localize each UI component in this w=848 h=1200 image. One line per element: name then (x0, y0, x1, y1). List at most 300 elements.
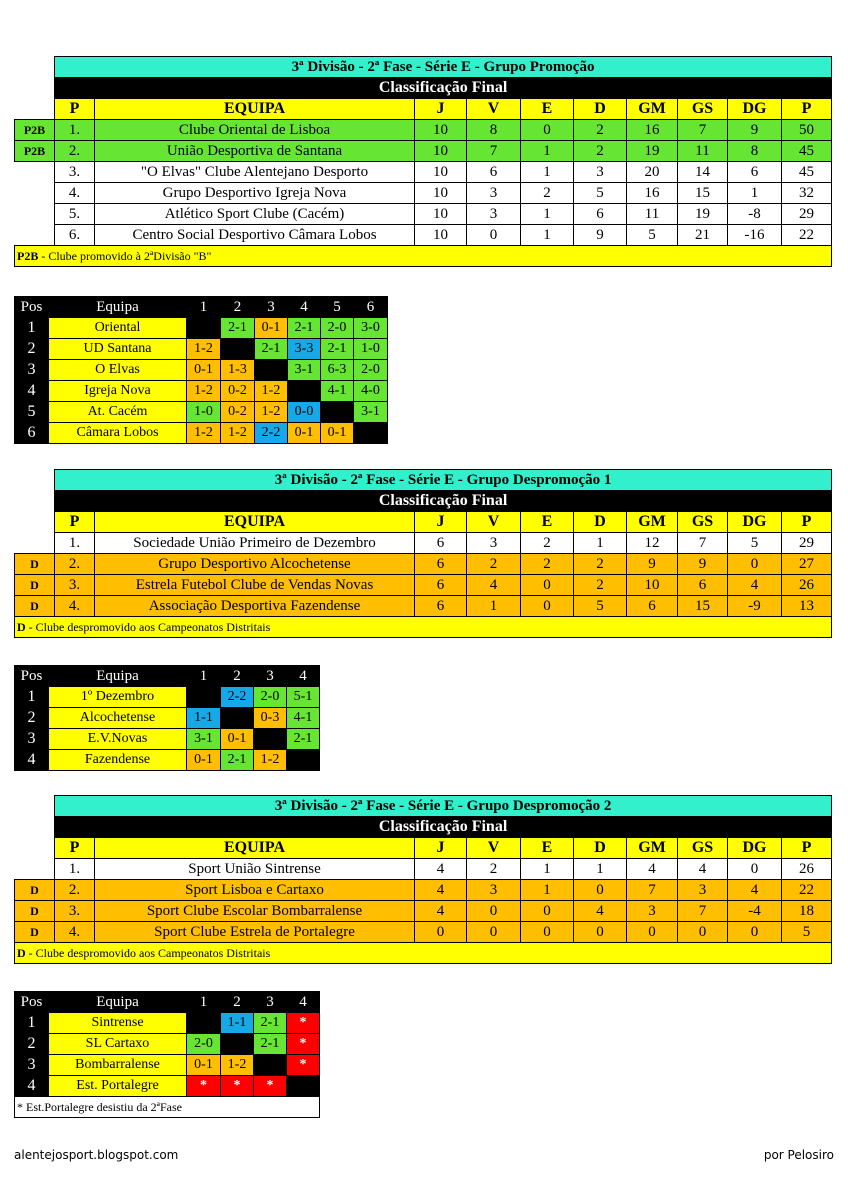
points: 27 (782, 554, 832, 575)
result-cell: 4-1 (321, 381, 354, 402)
points: 18 (782, 901, 832, 922)
result-cell (321, 402, 354, 423)
goals-against: 21 (678, 225, 728, 246)
wins: 6 (467, 162, 521, 183)
col-header-pos: Pos (15, 992, 49, 1013)
result-cell: 1-2 (187, 423, 221, 444)
games: 6 (415, 554, 467, 575)
result-cell: 2-0 (354, 360, 388, 381)
table-subtitle: Classificação Final (55, 78, 832, 99)
table-row (15, 225, 832, 246)
losses: 0 (574, 922, 627, 943)
col-header-pts: P (782, 99, 832, 120)
matrix-pos: 1 (15, 687, 49, 708)
matrix-team: Bombarralense (49, 1055, 187, 1076)
result-cell: 2-1 (287, 729, 320, 750)
team-name: Sport Lisboa e Cartaxo (95, 880, 415, 901)
result-cell: * (254, 1076, 287, 1097)
status-tag: D (15, 880, 55, 901)
matrix-row (15, 402, 388, 423)
result-cell (187, 687, 221, 708)
goals-for: 9 (627, 554, 678, 575)
col-header-equipa: EQUIPA (95, 99, 415, 120)
matrix-pos: 4 (15, 381, 49, 402)
status-tag: D (15, 922, 55, 943)
table-subtitle: Classificação Final (55, 491, 832, 512)
col-header-equipa: EQUIPA (95, 512, 415, 533)
goal-diff: -16 (728, 225, 782, 246)
result-cell: 1-2 (255, 402, 288, 423)
games: 10 (415, 183, 467, 204)
goal-diff: 1 (728, 183, 782, 204)
result-cell: 1-2 (187, 381, 221, 402)
col-number: 2 (221, 297, 255, 318)
goals-against: 7 (678, 120, 728, 141)
legend-note (15, 943, 832, 964)
col-header-dg: DG (728, 838, 782, 859)
draws: 2 (521, 554, 574, 575)
matrix-pos: 6 (15, 423, 49, 444)
matrix-row (15, 318, 388, 339)
col-header-d: D (574, 512, 627, 533)
status-tag: P2B (15, 120, 55, 141)
position: 2. (55, 141, 95, 162)
matrix-team: Fazendense (49, 750, 187, 771)
goals-against: 19 (678, 204, 728, 225)
team-name: Sociedade União Primeiro de Dezembro (95, 533, 415, 554)
wins: 3 (467, 204, 521, 225)
table-row (15, 533, 832, 554)
goals-for: 7 (627, 880, 678, 901)
matrix-team: Igreja Nova (49, 381, 187, 402)
table-title: 3ª Divisão - 2ª Fase - Série E - Grupo Despromoção 2 (55, 796, 832, 817)
standings-table-promocao (14, 56, 832, 267)
results-matrix-promocao (14, 296, 388, 444)
draws: 0 (521, 901, 574, 922)
goals-for: 4 (627, 859, 678, 880)
result-cell: 1-2 (254, 750, 287, 771)
result-cell: 0-2 (221, 402, 255, 423)
col-header-e: E (521, 99, 574, 120)
result-cell: 1-2 (221, 1055, 254, 1076)
team-name: "O Elvas" Clube Alentejano Desporto (95, 162, 415, 183)
goals-for: 20 (627, 162, 678, 183)
table-row (15, 922, 832, 943)
matrix-pos: 3 (15, 729, 49, 750)
col-header-gm: GM (627, 99, 678, 120)
matrix-team: E.V.Novas (49, 729, 187, 750)
matrix-row (15, 708, 320, 729)
result-cell: 0-2 (221, 381, 255, 402)
standings-table-despromocao-1 (14, 469, 832, 638)
position: 4. (55, 922, 95, 943)
result-cell: 3-3 (288, 339, 321, 360)
matrix-pos: 1 (15, 318, 49, 339)
result-cell: 1-2 (221, 423, 255, 444)
goals-against: 7 (678, 533, 728, 554)
result-cell: 2-2 (221, 687, 254, 708)
goal-diff: 9 (728, 120, 782, 141)
result-cell: 3-1 (288, 360, 321, 381)
result-cell: 0-1 (288, 423, 321, 444)
wins: 0 (467, 922, 521, 943)
position: 3. (55, 162, 95, 183)
table-subtitle: Classificação Final (55, 817, 832, 838)
table-row (15, 183, 832, 204)
games: 10 (415, 162, 467, 183)
col-number: 2 (221, 992, 254, 1013)
matrix-team: Oriental (49, 318, 187, 339)
col-number: 3 (255, 297, 288, 318)
result-cell: 0-3 (254, 708, 287, 729)
col-header-pos: Pos (15, 297, 49, 318)
col-header-pts: P (782, 838, 832, 859)
matrix-team: SL Cartaxo (49, 1034, 187, 1055)
result-cell: 4-0 (354, 381, 388, 402)
col-number: 4 (287, 666, 320, 687)
table-row (15, 554, 832, 575)
goals-for: 12 (627, 533, 678, 554)
result-cell: 3-0 (354, 318, 388, 339)
result-cell: * (287, 1034, 320, 1055)
matrix-pos: 5 (15, 402, 49, 423)
table-row (15, 141, 832, 162)
losses: 9 (574, 225, 627, 246)
games: 4 (415, 880, 467, 901)
matrix-row (15, 1076, 320, 1097)
footer-site-link[interactable]: alentejosport.blogspot.com (14, 1148, 179, 1162)
wins: 2 (467, 859, 521, 880)
col-number: 6 (354, 297, 388, 318)
losses: 6 (574, 204, 627, 225)
goal-diff: 4 (728, 575, 782, 596)
result-cell (287, 1076, 320, 1097)
points: 45 (782, 162, 832, 183)
matrix-team: At. Cacém (49, 402, 187, 423)
col-header-d: D (574, 838, 627, 859)
col-number: 3 (254, 666, 287, 687)
status-tag: D (15, 596, 55, 617)
goal-diff: 8 (728, 141, 782, 162)
result-cell (287, 750, 320, 771)
matrix-row (15, 687, 320, 708)
goals-against: 14 (678, 162, 728, 183)
draws: 0 (521, 120, 574, 141)
team-name: Sport Clube Escolar Bombarralense (95, 901, 415, 922)
col-header-p: P (55, 99, 95, 120)
goal-diff: 5 (728, 533, 782, 554)
draws: 2 (521, 183, 574, 204)
team-name: Grupo Desportivo Igreja Nova (95, 183, 415, 204)
matrix-pos: 2 (15, 339, 49, 360)
position: 3. (55, 575, 95, 596)
legend-text: - Clube despromovido aos Campeonatos Distritais (25, 945, 271, 960)
result-cell (221, 708, 254, 729)
matrix-row (15, 423, 388, 444)
wins: 3 (467, 533, 521, 554)
games: 10 (415, 120, 467, 141)
goals-for: 11 (627, 204, 678, 225)
goal-diff: 0 (728, 922, 782, 943)
wins: 4 (467, 575, 521, 596)
draws: 1 (521, 859, 574, 880)
table-row (15, 162, 832, 183)
goals-for: 16 (627, 120, 678, 141)
col-header-d: D (574, 99, 627, 120)
result-cell: 2-1 (254, 1013, 287, 1034)
losses: 2 (574, 120, 627, 141)
draws: 1 (521, 141, 574, 162)
col-number: 1 (187, 992, 221, 1013)
matrix-team: Sintrense (49, 1013, 187, 1034)
losses: 0 (574, 880, 627, 901)
matrix-pos: 2 (15, 1034, 49, 1055)
points: 29 (782, 533, 832, 554)
col-header-v: V (467, 838, 521, 859)
result-cell: * (187, 1076, 221, 1097)
table-row (15, 901, 832, 922)
col-header-gs: GS (678, 99, 728, 120)
team-name: Grupo Desportivo Alcochetense (95, 554, 415, 575)
col-header-j: J (415, 99, 467, 120)
status-tag: P2B (15, 141, 55, 162)
result-cell: 1-2 (255, 381, 288, 402)
result-cell: 0-0 (288, 402, 321, 423)
result-cell: 0-1 (187, 360, 221, 381)
matrix-row (15, 1055, 320, 1076)
goals-against: 0 (678, 922, 728, 943)
goals-for: 6 (627, 596, 678, 617)
result-cell: 6-3 (321, 360, 354, 381)
legend-tag: D (17, 619, 26, 634)
points: 22 (782, 225, 832, 246)
wins: 7 (467, 141, 521, 162)
draws: 0 (521, 922, 574, 943)
losses: 3 (574, 162, 627, 183)
position: 1. (55, 120, 95, 141)
result-cell: 2-0 (321, 318, 354, 339)
result-cell: 2-1 (321, 339, 354, 360)
matrix-row (15, 360, 388, 381)
table-row (15, 575, 832, 596)
col-header-j: J (415, 838, 467, 859)
games: 10 (415, 204, 467, 225)
status-tag (15, 225, 55, 246)
position: 4. (55, 183, 95, 204)
col-header-pts: P (782, 512, 832, 533)
result-cell: 3-1 (187, 729, 221, 750)
result-cell: 2-0 (254, 687, 287, 708)
goals-against: 4 (678, 859, 728, 880)
col-header-equipa: Equipa (49, 992, 187, 1013)
losses: 4 (574, 901, 627, 922)
goal-diff: 0 (728, 554, 782, 575)
table-row (15, 120, 832, 141)
draws: 0 (521, 575, 574, 596)
games: 6 (415, 575, 467, 596)
table-row (15, 204, 832, 225)
results-matrix-despromocao-1 (14, 665, 320, 771)
draws: 1 (521, 204, 574, 225)
col-header-p: P (55, 512, 95, 533)
col-header-equipa: Equipa (49, 666, 187, 687)
col-number: 2 (221, 666, 254, 687)
status-tag (15, 533, 55, 554)
result-cell: 0-1 (187, 750, 221, 771)
position: 1. (55, 533, 95, 554)
result-cell: * (221, 1076, 254, 1097)
team-name: Estrela Futebol Clube de Vendas Novas (95, 575, 415, 596)
position: 2. (55, 880, 95, 901)
col-number: 1 (187, 297, 221, 318)
points: 26 (782, 575, 832, 596)
team-name: União Desportiva de Santana (95, 141, 415, 162)
table-title: 3ª Divisão - 2ª Fase - Série E - Grupo Promoção (55, 57, 832, 78)
games: 6 (415, 533, 467, 554)
col-number: 3 (254, 992, 287, 1013)
result-cell: 2-0 (187, 1034, 221, 1055)
result-cell (187, 318, 221, 339)
status-tag (15, 859, 55, 880)
result-cell: 2-1 (221, 750, 254, 771)
matrix-row (15, 729, 320, 750)
goals-against: 11 (678, 141, 728, 162)
matrix-pos: 3 (15, 360, 49, 381)
goals-for: 0 (627, 922, 678, 943)
goal-diff: -8 (728, 204, 782, 225)
legend-note (15, 617, 832, 638)
table-title: 3ª Divisão - 2ª Fase - Série E - Grupo Despromoção 1 (55, 470, 832, 491)
result-cell: 5-1 (287, 687, 320, 708)
legend-tag: D (17, 945, 26, 960)
result-cell: 2-1 (288, 318, 321, 339)
team-name: Clube Oriental de Lisboa (95, 120, 415, 141)
legend-text: - Clube despromovido aos Campeonatos Distritais (25, 619, 271, 634)
col-header-gm: GM (627, 838, 678, 859)
result-cell (221, 1034, 254, 1055)
goals-for: 10 (627, 575, 678, 596)
goals-against: 6 (678, 575, 728, 596)
result-cell: 4-1 (287, 708, 320, 729)
status-tag (15, 204, 55, 225)
result-cell: 1-0 (354, 339, 388, 360)
matrix-row (15, 750, 320, 771)
games: 6 (415, 596, 467, 617)
result-cell: 0-1 (187, 1055, 221, 1076)
draws: 0 (521, 596, 574, 617)
table-row (15, 596, 832, 617)
goals-against: 9 (678, 554, 728, 575)
table-row (15, 880, 832, 901)
goals-for: 19 (627, 141, 678, 162)
result-cell (187, 1013, 221, 1034)
col-number: 1 (187, 666, 221, 687)
status-tag (15, 183, 55, 204)
team-name: Sport Clube Estrela de Portalegre (95, 922, 415, 943)
result-cell: 1-2 (187, 339, 221, 360)
result-cell: 0-1 (321, 423, 354, 444)
col-header-j: J (415, 512, 467, 533)
goal-diff: 0 (728, 859, 782, 880)
wins: 0 (467, 225, 521, 246)
result-cell (354, 423, 388, 444)
losses: 2 (574, 141, 627, 162)
result-cell: 1-1 (221, 1013, 254, 1034)
wins: 3 (467, 880, 521, 901)
games: 4 (415, 859, 467, 880)
results-matrix-despromocao-2 (14, 991, 320, 1118)
col-number: 4 (288, 297, 321, 318)
col-header-equipa: EQUIPA (95, 838, 415, 859)
losses: 1 (574, 533, 627, 554)
matrix-pos: 3 (15, 1055, 49, 1076)
goals-for: 16 (627, 183, 678, 204)
matrix-team: O Elvas (49, 360, 187, 381)
losses: 1 (574, 859, 627, 880)
matrix-row (15, 381, 388, 402)
legend-text: - Clube promovido à 2ªDivisão "B" (38, 248, 212, 263)
result-cell: 0-1 (221, 729, 254, 750)
result-cell (255, 360, 288, 381)
games: 10 (415, 141, 467, 162)
goals-against: 15 (678, 596, 728, 617)
matrix-team: Est. Portalegre (49, 1076, 187, 1097)
col-number: 4 (287, 992, 320, 1013)
points: 26 (782, 859, 832, 880)
col-header-pos: Pos (15, 666, 49, 687)
matrix-pos: 2 (15, 708, 49, 729)
losses: 5 (574, 596, 627, 617)
wins: 0 (467, 901, 521, 922)
team-name: Sport União Sintrense (95, 859, 415, 880)
standings-table-despromocao-2 (14, 795, 832, 964)
goal-diff: 6 (728, 162, 782, 183)
col-header-v: V (467, 512, 521, 533)
matrix-row (15, 1034, 320, 1055)
col-header-dg: DG (728, 99, 782, 120)
col-header-equipa: Equipa (49, 297, 187, 318)
col-header-gm: GM (627, 512, 678, 533)
status-tag: D (15, 554, 55, 575)
games: 4 (415, 901, 467, 922)
wins: 3 (467, 183, 521, 204)
result-cell: 2-2 (255, 423, 288, 444)
status-tag (15, 162, 55, 183)
draws: 2 (521, 533, 574, 554)
losses: 5 (574, 183, 627, 204)
goals-for: 3 (627, 901, 678, 922)
position: 2. (55, 554, 95, 575)
table-row (15, 859, 832, 880)
col-number: 5 (321, 297, 354, 318)
result-cell (288, 381, 321, 402)
status-tag: D (15, 575, 55, 596)
result-cell: 2-1 (255, 339, 288, 360)
result-cell: 1-3 (221, 360, 255, 381)
wins: 1 (467, 596, 521, 617)
result-cell: 1-1 (187, 708, 221, 729)
result-cell: * (287, 1055, 320, 1076)
col-header-p: P (55, 838, 95, 859)
points: 13 (782, 596, 832, 617)
draws: 1 (521, 880, 574, 901)
result-cell: 2-1 (254, 1034, 287, 1055)
goal-diff: -9 (728, 596, 782, 617)
withdrawal-note: * Est.Portalegre desistiu da 2ªFase (15, 1097, 320, 1118)
matrix-pos: 1 (15, 1013, 49, 1034)
team-name: Associação Desportiva Fazendense (95, 596, 415, 617)
footer-author: por Pelosiro (763, 1148, 834, 1162)
